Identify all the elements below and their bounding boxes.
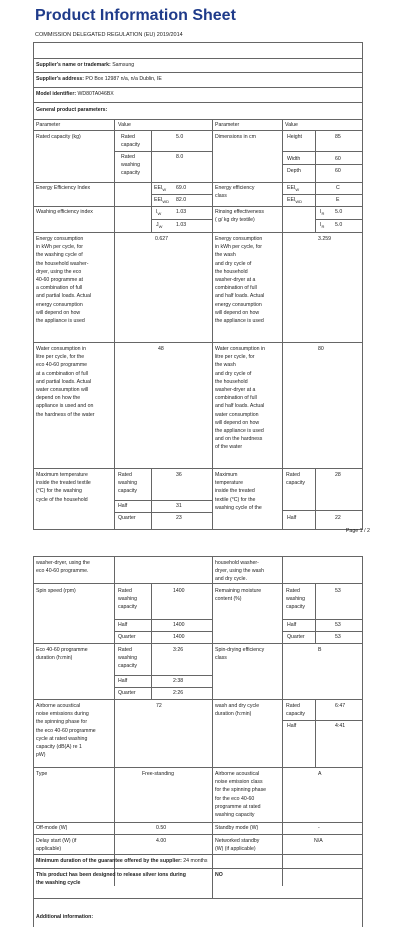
- spin-v1: 1400: [173, 588, 185, 594]
- eei-a: EEI: [154, 185, 163, 191]
- address-value: PO Box 12987 n/a, n/a Dublin, IE: [85, 76, 162, 82]
- rinse-b: I: [320, 222, 322, 228]
- eei-av: 69.0: [176, 185, 187, 191]
- rated-capacity-sub1: Rated capacity: [121, 134, 141, 149]
- wd-duration-label: wash and dry cycle duration (h:min): [215, 703, 260, 718]
- supplier-label: Supplier's name or trademark:: [36, 62, 111, 68]
- wd-duration-v2: 4:41: [335, 723, 346, 729]
- duration-sub1: Rated washing capacity: [118, 647, 138, 670]
- model-label: Model identifier:: [36, 91, 77, 97]
- wei-b: J: [156, 222, 159, 228]
- temp-dry-sub2: Half: [287, 515, 297, 521]
- regulation-text: COMMISSION DELEGATED REGULATION (EU) 2019/2014: [35, 32, 183, 38]
- col-value-left: Value: [118, 122, 131, 128]
- cont-right-text: household washer- dryer, using the wash and dry cycle.: [215, 560, 265, 583]
- spin-class-label: Spin-drying efficiency class: [215, 647, 265, 662]
- guarantee-value: 24 months: [183, 858, 208, 864]
- eec-av: C: [336, 185, 340, 191]
- temp-wash-sub2: Half: [118, 503, 128, 509]
- address-label: Supplier's address:: [36, 76, 84, 82]
- height-label: Height: [287, 134, 302, 140]
- water-wash-value: 48: [158, 346, 164, 352]
- duration-v3: 2:26: [173, 690, 184, 696]
- wd-duration-sub2: Half: [287, 723, 297, 729]
- delay-value: 4.00: [156, 838, 167, 844]
- energy-dry-value: 3.259: [318, 236, 331, 242]
- delay-label: Delay start (W) (if applicable): [36, 838, 77, 853]
- off-mode-label: Off-mode (W): [36, 825, 68, 831]
- eec-b: EEI: [287, 197, 296, 203]
- spin-sub1: Rated washing capacity: [118, 588, 138, 611]
- off-mode-value: 0.50: [156, 825, 167, 831]
- temp-dry-label: Maximum temperature inside the treated textile (°C) for the washing cycle of the: [215, 472, 262, 511]
- rinse-label: Rinsing effectiveness ( g/ kg dry textile): [215, 209, 264, 224]
- temp-wash-v3: 23: [176, 515, 182, 521]
- wd-duration-sub1: Rated capacity: [286, 703, 306, 718]
- moisture-v2: 53: [335, 622, 341, 628]
- moisture-sub3: Quarter: [287, 634, 305, 640]
- moisture-sub2: Half: [287, 622, 297, 628]
- height-value: 85: [335, 134, 341, 140]
- standby-label: Standby mode (W): [215, 825, 259, 831]
- wei-bv: 1.03: [176, 222, 187, 228]
- type-value: Free-standing: [142, 771, 175, 777]
- duration-label: Eco 40-60 programme duration (h:min): [36, 647, 88, 662]
- type-label: Type: [36, 771, 48, 777]
- temp-dry-v2: 22: [335, 515, 341, 521]
- temp-dry-v1: 28: [335, 472, 341, 478]
- moisture-v1: 53: [335, 588, 341, 594]
- silver-value: NO: [215, 872, 223, 878]
- eec-bv: E: [336, 197, 340, 203]
- rated-capacity-sub2: Rated washing capacity: [121, 154, 141, 177]
- silver-label: This product has been designed to release silver ions during the washing cycle: [36, 872, 186, 887]
- noise-class-value: A: [318, 771, 322, 777]
- water-wash-label: Water consumption in litre per cycle, for the eco 40-60 programme at a combination of full and partial loads. Actual water consumption will depend on how the appliance is used and on the hardness of the water: [36, 346, 95, 418]
- additional-info-heading: Additional information:: [36, 914, 94, 920]
- noise-value: 72: [156, 703, 162, 709]
- model-value: WD80TA046BX: [77, 91, 114, 97]
- page-number: Page 1 / 2: [345, 528, 370, 534]
- noise-label: Airborne acoustical noise emissions during the spinning phase for the eco 40-60 programme cycle at rated washing capacity (dB(A) re 1 pW): [36, 703, 96, 759]
- net-standby-label: Networked standby (W) (if applicable): [215, 838, 260, 853]
- energy-wash-value: 0.627: [155, 236, 168, 242]
- rated-capacity-v1: 5.0: [176, 134, 184, 140]
- noise-class-label: Airborne acoustical noise emission class for the spinning phase for the eco 40-60 programme at rated washing capacity: [215, 771, 267, 819]
- eec-label: Energy efficiency class: [215, 185, 255, 200]
- net-standby-value: N/A: [314, 838, 323, 844]
- cont-left-text: washer-dryer, using the eco 40-60 programme.: [36, 560, 90, 575]
- depth-label: Depth: [287, 168, 301, 174]
- page-one: Product Information Sheet COMMISSION DELEGATED REGULATION (EU) 2019/2014 Supplier's name or trademark: Samsung Supplier's address: PO Box 12987 n/a, n/a Dublin, IE Model identifier: WD80TA046BX General product parameters: Parameter Value Parameter Value Rated capacity (kg) Rated capacity 5.0 Rated washing capacity 8.0 Dimensions in cm Height 85 Width 60 Depth 60 Energy Efficiency Index $EEI_W$ 69.0 $EEI_{WD}$ 82.0 Energy efficiency class $EEI_W$ C $EEI_{WD}$ E Washing efficiency index $I_W$ 1.03 $J_W$ 1.03 Rinsing effectiveness ( g/ kg dry textile) $I_R$ 5.0 $I_R$ 5.0 Energy consumption in kWh per cycle, for the washing cycle of the household washer- dryer, using the eco 40-60 programme at a combination of full and partial loads. Actual energy consumption will depend on how the appliance is used 0.627 Energy consumption in kWh per cycle, for the wash and dry cycle of the household washer-dryer at a combination of full and half loads. Actual energy consumption will depend on how the appliance is used 3.259 Water consumption in litre per cycle, for the eco 40-60 programme at a combination of full and partial loads. Actual water consumption will depend on how the appliance is used and on the hardness of the water 48 Water consumption in litre per cycle, for the wash and dry cycle of the household washer-dryer at a combination of full and half loads. Actual water consumption will depend on how the appliance is used and on the hardness of the water 80 Maximum temperature inside the treated textile (°C) for the washing cycle of the household Rated washing capacity 36 Half 31 Quarter 23 Maximum temperature inside the treated textile (°C) for the washing cycle of the Rated capacity 28 Half 22: [30, 0, 365, 538]
- energy-wash-label: Energy consumption in kWh per cycle, for the washing cycle of the household washer- dryer, using the eco 40-60 programme at a combination of full and partial loads. Actual energy consumption will depend on how the appliance is used: [36, 236, 92, 325]
- water-dry-label: Water consumption in litre per cycle, for the wash and dry cycle of the household washer-dryer at a combination of full and half loads. Actual water consumption will depend on how the appliance is used and on the hardness of the water: [215, 346, 265, 451]
- energy-dry-label: Energy consumption in kWh per cycle, for the wash and dry cycle of the household washer-dryer at a combination of full and half loads. Actual energy consumption will depend on how the appliance is used: [215, 236, 265, 325]
- spin-sub3: Quarter: [118, 634, 136, 640]
- temp-wash-sub1: Rated washing capacity: [118, 472, 138, 495]
- eei-bv: 82.0: [176, 197, 187, 203]
- temp-dry-sub1: Rated capacity: [286, 472, 306, 487]
- col-param-right: Parameter: [215, 122, 240, 128]
- rinse-av: 5.0: [335, 209, 343, 215]
- duration-sub3: Quarter: [118, 690, 136, 696]
- col-value-right: Value: [285, 122, 298, 128]
- wei-a: I: [156, 209, 158, 215]
- eei-b: EEI: [154, 197, 163, 203]
- wei-label: Washing efficiency index: [36, 209, 93, 215]
- rinse-a: I: [320, 209, 322, 215]
- wd-duration-v1: 6:47: [335, 703, 346, 709]
- duration-v1: 3:26: [173, 647, 184, 653]
- temp-wash-v2: 31: [176, 503, 182, 509]
- rinse-bv: 5.0: [335, 222, 343, 228]
- wei-av: 1.03: [176, 209, 187, 215]
- guarantee-label: Minimum duration of the guarantee offered by the supplier:: [36, 858, 182, 864]
- rated-capacity-v2: 8.0: [176, 154, 184, 160]
- col-param-left: Parameter: [36, 122, 61, 128]
- eei-label: Energy Efficiency Index: [36, 185, 91, 191]
- spin-class-value: B: [318, 647, 322, 653]
- width-label: Width: [287, 156, 301, 162]
- moisture-v3: 53: [335, 634, 341, 640]
- temp-wash-v1: 36: [176, 472, 182, 478]
- spin-v2: 1400: [173, 622, 185, 628]
- temp-wash-label: Maximum temperature inside the treated textile (°C) for the washing cycle of the household: [36, 472, 91, 503]
- eec-a: EEI: [287, 185, 296, 191]
- spin-sub2: Half: [118, 622, 128, 628]
- moisture-label: Remaining moisture content (%): [215, 588, 262, 603]
- moisture-sub1: Rated washing capacity: [286, 588, 306, 611]
- temp-wash-sub3: Quarter: [118, 515, 136, 521]
- supplier-value: Samsung: [112, 62, 135, 68]
- spin-v3: 1400: [173, 634, 185, 640]
- duration-v2: 2:38: [173, 678, 184, 684]
- rated-capacity-label: Rated capacity (kg): [36, 134, 81, 140]
- depth-value: 60: [335, 168, 341, 174]
- width-value: 60: [335, 156, 341, 162]
- standby-value: -: [318, 825, 320, 831]
- page-two: [30, 556, 365, 927]
- page-title: Product Information Sheet: [35, 7, 236, 24]
- water-dry-value: 80: [318, 346, 324, 352]
- duration-sub2: Half: [118, 678, 128, 684]
- general-heading: General product parameters:: [36, 107, 108, 113]
- spin-label: Spin speed (rpm): [36, 588, 76, 594]
- dimensions-label: Dimensions in cm: [215, 134, 256, 140]
